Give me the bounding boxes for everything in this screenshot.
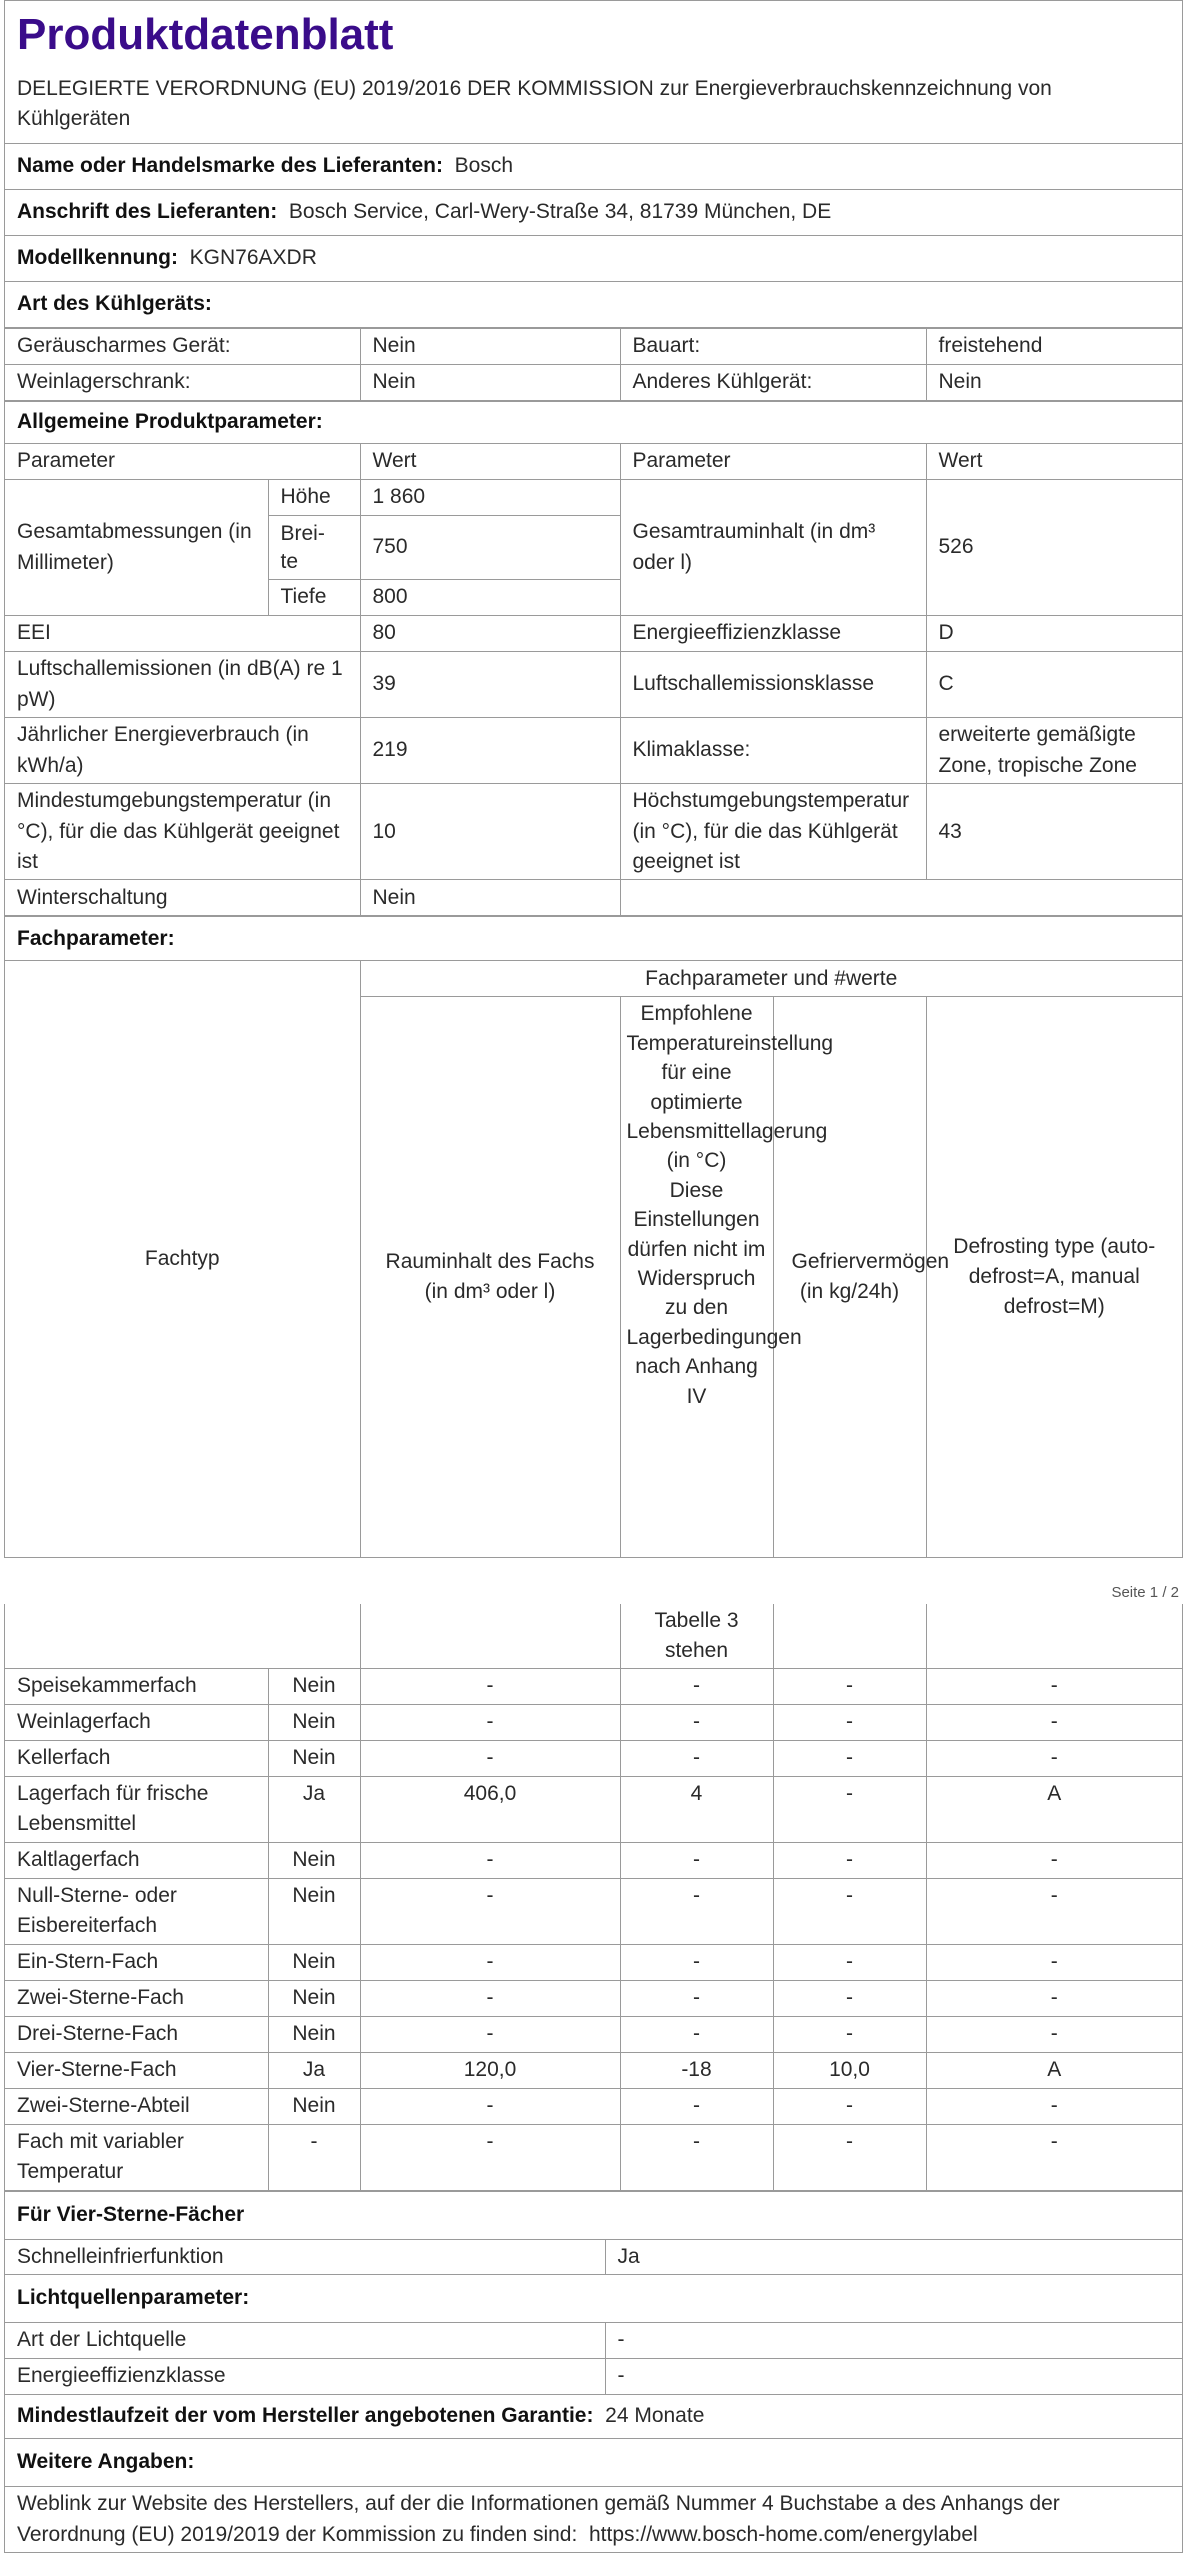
supplier-address-value: Bosch Service, Carl-Wery-Straße 34, 81739 München, DE bbox=[288, 200, 832, 224]
height-value: 1 860 bbox=[360, 480, 620, 516]
compartment-volume: - bbox=[360, 1842, 620, 1878]
compartment-present: Nein bbox=[268, 1944, 360, 1980]
low-noise-label: Geräuscharmes Gerät: bbox=[5, 329, 360, 365]
compartment-heading-row bbox=[5, 917, 1182, 961]
empty-cell bbox=[360, 1604, 620, 1668]
compartment-freezing-capacity: - bbox=[773, 1842, 926, 1878]
page-one-frame bbox=[4, 0, 1183, 1558]
noise-class-value: C bbox=[926, 652, 1182, 718]
light-class-value: - bbox=[605, 2358, 1182, 2394]
noise-emission-value: 39 bbox=[360, 652, 620, 718]
compartment-defrost-type: - bbox=[926, 1740, 1182, 1776]
warranty-value: 24 Monate bbox=[605, 2404, 705, 2428]
general-header-row bbox=[5, 444, 1182, 480]
device-type-table bbox=[5, 328, 1182, 401]
compartment-present: Nein bbox=[268, 2088, 360, 2124]
table-row bbox=[5, 1704, 1182, 1740]
compartment-header-continuation-row bbox=[5, 1604, 1182, 1668]
page-title: Produktdatenblatt bbox=[17, 10, 394, 59]
table-row bbox=[5, 1668, 1182, 1704]
compartment-volume: - bbox=[360, 1740, 620, 1776]
table-row bbox=[5, 1740, 1182, 1776]
weblink-row bbox=[5, 2486, 1182, 2552]
noise-emission-label: Luftschallemissionen (in dB(A) re 1 pW) bbox=[5, 652, 360, 718]
table-row bbox=[5, 2016, 1182, 2052]
compartment-volume: - bbox=[360, 1878, 620, 1944]
compartment-defrost-type: - bbox=[926, 1980, 1182, 2016]
compartment-name: Ein-Stern-Fach bbox=[5, 1944, 268, 1980]
winter-switch-value: Nein bbox=[360, 880, 620, 916]
compartment-present: - bbox=[268, 2124, 360, 2190]
table-row bbox=[5, 1842, 1182, 1878]
light-heading-row bbox=[5, 2274, 1182, 2322]
table-row bbox=[5, 2088, 1182, 2124]
model-row bbox=[5, 236, 1182, 282]
compartment-temperature: - bbox=[620, 2088, 773, 2124]
compartment-temperature: - bbox=[620, 2124, 773, 2190]
empty-cell bbox=[773, 1604, 926, 1668]
supplier-address-row bbox=[5, 190, 1182, 236]
compartment-defrost-type: - bbox=[926, 2088, 1182, 2124]
build-type-label: Bauart: bbox=[620, 329, 926, 365]
light-type-value: - bbox=[605, 2322, 1182, 2358]
depth-value: 800 bbox=[360, 580, 620, 616]
total-volume-value: 526 bbox=[926, 480, 1182, 616]
compartment-present: Nein bbox=[268, 1704, 360, 1740]
model-value: KGN76AXDR bbox=[189, 246, 317, 270]
compartment-name: Lagerfach für frische Lebensmittel bbox=[5, 1776, 268, 1842]
efficiency-class-value: D bbox=[926, 616, 1182, 652]
compartment-freezing-capacity: 10,0 bbox=[773, 2052, 926, 2088]
compartment-name: Null-Sterne- oder Eisbereiterfach bbox=[5, 1878, 268, 1944]
noise-class-label: Luftschallemissionsklasse bbox=[620, 652, 926, 718]
annual-energy-label: Jährlicher Energieverbrauch (in kWh/a) bbox=[5, 718, 360, 784]
device-type-row bbox=[5, 329, 1182, 365]
compartment-temperature: - bbox=[620, 1944, 773, 1980]
more-heading-row bbox=[5, 2438, 1182, 2486]
compartment-volume: - bbox=[360, 1944, 620, 1980]
empty-cell bbox=[926, 1604, 1182, 1668]
compartment-present: Nein bbox=[268, 1878, 360, 1944]
regulation-subtitle: DELEGIERTE VERORDNUNG (EU) 2019/2016 DER KOMMISSION zur Energieverbrauchskennzeichnung von Kühlgeräten bbox=[5, 68, 1182, 144]
warranty-row bbox=[5, 2394, 1182, 2438]
width-value: 750 bbox=[360, 516, 620, 580]
supplier-name-label: Name oder Handelsmarke des Lieferanten: bbox=[17, 154, 443, 178]
general-heading: Allgemeine Produktparameter: bbox=[5, 402, 1182, 444]
table-row bbox=[5, 2052, 1182, 2088]
four-star-heading: Für Vier-Sterne-Fächer bbox=[5, 2191, 1182, 2239]
compartment-temperature: - bbox=[620, 1668, 773, 1704]
compartment-present: Nein bbox=[268, 1740, 360, 1776]
column-header-value: Wert bbox=[926, 444, 1182, 480]
compartment-header-table bbox=[5, 916, 1182, 1557]
compartment-volume: - bbox=[360, 2016, 620, 2052]
compartment-defrost-type: A bbox=[926, 2052, 1182, 2088]
column-header-parameter: Parameter bbox=[620, 444, 926, 480]
compartment-present: Nein bbox=[268, 1668, 360, 1704]
empty-cell bbox=[5, 1604, 360, 1668]
compartment-freezing-capacity: - bbox=[773, 1776, 926, 1842]
supplier-name-value: Bosch bbox=[454, 154, 514, 178]
eei-label: EEI bbox=[5, 616, 360, 652]
compartment-table bbox=[5, 1604, 1182, 2191]
climate-class-value: erweiterte gemäßigte Zone, tropische Zone bbox=[926, 718, 1182, 784]
four-star-heading-row bbox=[5, 2191, 1182, 2239]
warranty-label: Mindestlaufzeit der vom Hersteller angebotenen Garantie: bbox=[17, 2404, 594, 2428]
compartment-freezing-capacity: - bbox=[773, 1740, 926, 1776]
light-type-label: Art der Lichtquelle bbox=[5, 2322, 605, 2358]
light-class-label: Energieeffizienzklasse bbox=[5, 2358, 605, 2394]
compartment-group-header: Fachparameter und #werte bbox=[360, 961, 1182, 997]
device-type-heading: Art des Kühlgeräts: bbox=[5, 282, 1182, 328]
compartment-name: Drei-Sterne-Fach bbox=[5, 2016, 268, 2052]
compartment-defrost-type: - bbox=[926, 1878, 1182, 1944]
table-row bbox=[5, 2124, 1182, 2190]
compartment-present: Nein bbox=[268, 1842, 360, 1878]
compartment-temperature: - bbox=[620, 2016, 773, 2052]
compartment-temperature: -18 bbox=[620, 2052, 773, 2088]
low-noise-value: Nein bbox=[360, 329, 620, 365]
compartment-temperature: - bbox=[620, 1704, 773, 1740]
compartment-freezing-capacity: - bbox=[773, 2088, 926, 2124]
column-header-compartment-type: Fachtyp bbox=[5, 961, 360, 1557]
temperature-header-part-three: Tabelle 3 stehen bbox=[620, 1604, 773, 1668]
compartment-defrost-type: - bbox=[926, 1668, 1182, 1704]
compartment-freezing-capacity: - bbox=[773, 1704, 926, 1740]
min-ambient-temp-label: Mindestumgebungstemperatur (in °C), für die das Kühlgerät geeignet ist bbox=[5, 784, 360, 880]
table-row bbox=[5, 1944, 1182, 1980]
column-header-value: Wert bbox=[360, 444, 620, 480]
supplier-address-label: Anschrift des Lieferanten: bbox=[17, 200, 278, 224]
light-class-row bbox=[5, 2358, 1182, 2394]
compartment-defrost-type: - bbox=[926, 2016, 1182, 2052]
energy-row bbox=[5, 718, 1182, 784]
more-info-heading: Weitere Angaben: bbox=[5, 2438, 1182, 2486]
compartment-freezing-capacity: - bbox=[773, 2124, 926, 2190]
compartment-name: Fach mit variabler Temperatur bbox=[5, 2124, 268, 2190]
compartment-group-row bbox=[5, 961, 1182, 997]
compartment-volume: 120,0 bbox=[360, 2052, 620, 2088]
compartment-name: Kellerfach bbox=[5, 1740, 268, 1776]
compartment-present: Nein bbox=[268, 2016, 360, 2052]
column-header-freezing-capacity: Gefriervermögen (in kg/24h) bbox=[773, 997, 926, 1557]
compartment-temperature: 4 bbox=[620, 1776, 773, 1842]
efficiency-class-label: Energieeffizienzklasse bbox=[620, 616, 926, 652]
compartment-temperature: - bbox=[620, 1980, 773, 2016]
compartment-defrost-type: - bbox=[926, 1842, 1182, 1878]
light-heading: Lichtquellenparameter: bbox=[5, 2274, 1182, 2322]
eei-value: 80 bbox=[360, 616, 620, 652]
width-label: Brei- te bbox=[268, 516, 360, 580]
compartment-freezing-capacity: - bbox=[773, 1878, 926, 1944]
page-number: Seite 1 / 2 bbox=[1111, 1584, 1179, 1601]
compartment-freezing-capacity: - bbox=[773, 1980, 926, 2016]
compartment-name: Zwei-Sterne-Fach bbox=[5, 1980, 268, 2016]
compartment-defrost-type: - bbox=[926, 1944, 1182, 1980]
column-header-defrost-type: Defrosting type (auto-defrost=A, manual defrost=M) bbox=[926, 997, 1182, 1557]
compartment-name: Speisekammerfach bbox=[5, 1668, 268, 1704]
dimension-height-row bbox=[5, 480, 1182, 516]
depth-label: Tiefe bbox=[268, 580, 360, 616]
compartment-present: Ja bbox=[268, 2052, 360, 2088]
general-heading-row bbox=[5, 402, 1182, 444]
supplier-name-row bbox=[5, 144, 1182, 190]
compartment-freezing-capacity: - bbox=[773, 1668, 926, 1704]
max-ambient-temp-value: 43 bbox=[926, 784, 1182, 880]
four-star-table bbox=[5, 2191, 1182, 2553]
page-two-frame bbox=[4, 1604, 1183, 2553]
temperature-header-part-two: Diese Einstellungen dürfen nicht im Widerspruch zu den Lagerbedingungen nach Anhang IV bbox=[626, 1178, 802, 1408]
quick-freeze-value: Ja bbox=[605, 2239, 1182, 2274]
climate-class-label: Klimaklasse: bbox=[620, 718, 926, 784]
table-row bbox=[5, 1776, 1182, 1842]
compartment-temperature: - bbox=[620, 1878, 773, 1944]
empty-cell bbox=[620, 880, 1182, 916]
other-cooler-label: Anderes Kühlgerät: bbox=[620, 365, 926, 401]
wine-cabinet-label: Weinlagerschrank: bbox=[5, 365, 360, 401]
compartment-defrost-type: A bbox=[926, 1776, 1182, 1842]
weblink-text: Weblink zur Website des Herstellers, auf der die Informationen gemäß Nummer 4 Buchstabe a des Anhangs der Verordnung (EU) 2019/2019 der Kommission zu finden sind: bbox=[17, 2492, 1060, 2546]
compartment-present: Ja bbox=[268, 1776, 360, 1842]
compartment-volume: - bbox=[360, 2124, 620, 2190]
column-header-temperature bbox=[620, 997, 834, 1557]
device-type-heading-row bbox=[5, 282, 1182, 328]
column-header-parameter: Parameter bbox=[5, 444, 360, 480]
compartment-rows bbox=[5, 1668, 1182, 2190]
table-row bbox=[5, 1980, 1182, 2016]
compartment-volume: - bbox=[360, 1980, 620, 2016]
quick-freeze-label: Schnelleinfrierfunktion bbox=[5, 2239, 605, 2274]
compartment-name: Zwei-Sterne-Abteil bbox=[5, 2088, 268, 2124]
model-label: Modellkennung: bbox=[17, 246, 178, 270]
compartment-freezing-capacity: - bbox=[773, 1944, 926, 1980]
compartment-name: Weinlagerfach bbox=[5, 1704, 268, 1740]
quick-freeze-row bbox=[5, 2239, 1182, 2274]
total-volume-label: Gesamtrauminhalt (in dm³ oder l) bbox=[620, 480, 926, 616]
other-cooler-value: Nein bbox=[926, 365, 1182, 401]
height-label: Höhe bbox=[268, 480, 360, 516]
table-row bbox=[5, 1878, 1182, 1944]
compartment-name: Kaltlagerfach bbox=[5, 1842, 268, 1878]
noise-row bbox=[5, 652, 1182, 718]
dimensions-label: Gesamtabmessungen (in Millimeter) bbox=[5, 480, 268, 616]
compartment-name: Vier-Sterne-Fach bbox=[5, 2052, 268, 2088]
column-header-volume: Rauminhalt des Fachs (in dm³ oder l) bbox=[360, 997, 620, 1557]
light-type-row bbox=[5, 2322, 1182, 2358]
supplier-table bbox=[5, 144, 1182, 329]
max-ambient-temp-label: Höchstumgebungstemperatur (in °C), für die das Kühlgerät geeignet ist bbox=[620, 784, 926, 880]
temperature-header-part-one: Empfohlene Temperatureinstellung für eine optimierte Lebensmittellagerung (in °C) bbox=[626, 1002, 834, 1173]
device-type-row bbox=[5, 365, 1182, 401]
compartment-freezing-capacity: - bbox=[773, 2016, 926, 2052]
eei-row bbox=[5, 616, 1182, 652]
min-ambient-temp-value: 10 bbox=[360, 784, 620, 880]
annual-energy-value: 219 bbox=[360, 718, 620, 784]
compartment-volume: - bbox=[360, 1704, 620, 1740]
compartment-volume: 406,0 bbox=[360, 1776, 620, 1842]
wine-cabinet-value: Nein bbox=[360, 365, 620, 401]
compartment-heading: Fachparameter: bbox=[5, 917, 1182, 961]
compartment-volume: - bbox=[360, 1668, 620, 1704]
compartment-volume: - bbox=[360, 2088, 620, 2124]
compartment-present: Nein bbox=[268, 1980, 360, 2016]
compartment-defrost-type: - bbox=[926, 2124, 1182, 2190]
compartment-defrost-type: - bbox=[926, 1704, 1182, 1740]
weblink-url[interactable]: https://www.bosch-home.com/energylabel bbox=[589, 2522, 978, 2546]
build-type-value: freistehend bbox=[926, 329, 1182, 365]
winter-row bbox=[5, 880, 1182, 916]
compartment-temperature: - bbox=[620, 1842, 773, 1878]
ambient-temp-row bbox=[5, 784, 1182, 880]
compartment-temperature: - bbox=[620, 1740, 773, 1776]
winter-switch-label: Winterschaltung bbox=[5, 880, 360, 916]
general-parameters-table bbox=[5, 401, 1182, 916]
